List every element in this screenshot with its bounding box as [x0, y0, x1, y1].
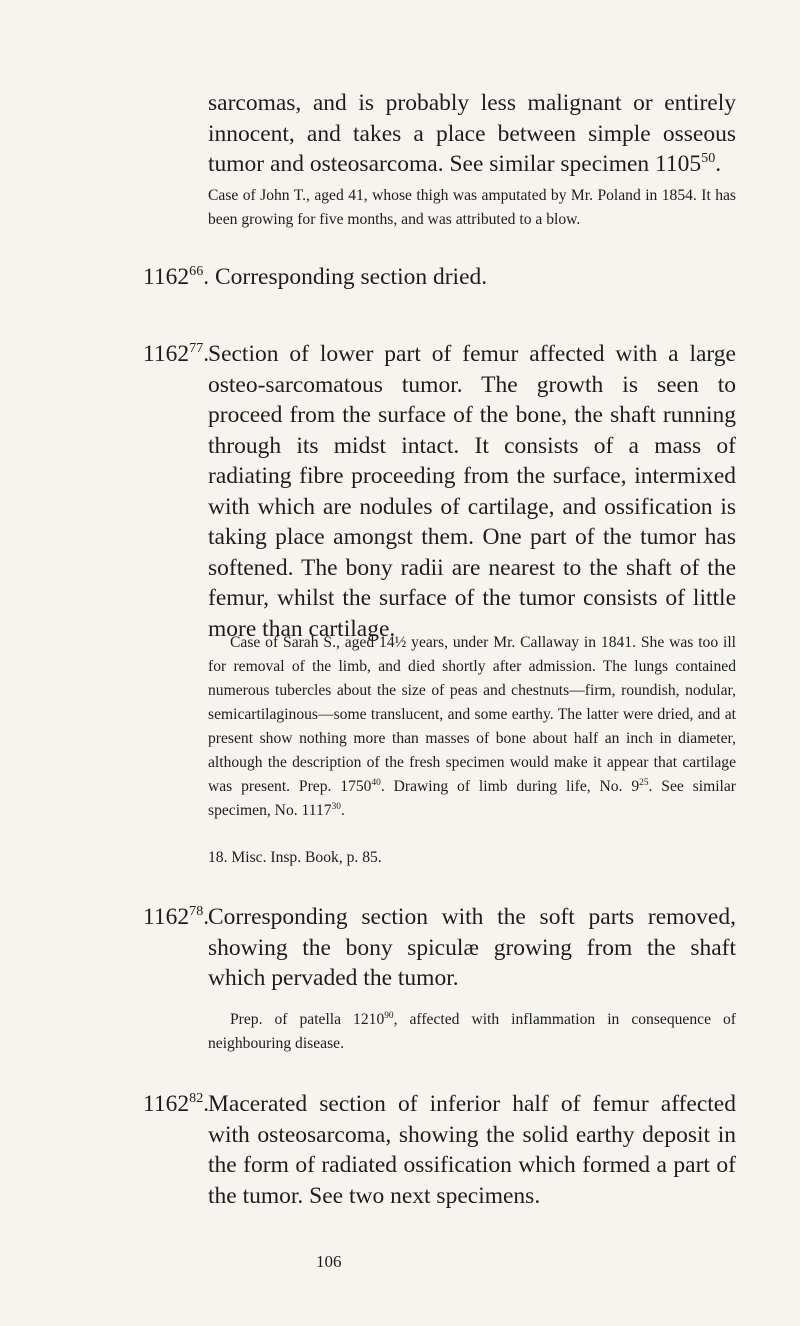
entry-1162-78-prep-note: Prep. of patella 1210$^{90}$, affected with inflammation in consequence of neighbouring disease.: [208, 1010, 736, 1052]
page-number: 106: [316, 1252, 342, 1271]
intro-text-end: .: [715, 151, 722, 177]
entry-1162-77-reference: 18. Misc. Insp. Book, p. 85.: [208, 849, 382, 866]
entry-text: Corresponding section with the soft parts removed, showing the bony spiculæ growing from the shaft which pervaded the tumor.: [208, 904, 736, 991]
entry-number: 1162$^{66}$.: [143, 263, 210, 290]
entry-1162-78-number: 1162$^{78}$.: [143, 903, 210, 930]
entry-1162-77-number: 1162$^{77}$.: [143, 340, 210, 367]
intro-text: sarcomas, and is probably less malignant or entirely innocent, and takes a place between simple osseous tumor and osteosarcoma. See similar specimen 1105: [208, 90, 736, 177]
entry-1162-66: [143, 262, 736, 293]
intro-paragraph: [208, 88, 736, 180]
entry-1162-77-case-note: Case of Sarah S., aged 14½ years, under Mr. Callaway in 1841. She was too ill for removal of the limb, and died shortly after admission. The lungs contained numerous tubercles about the size of peas and chestnuts—firm, roundish, nodular, semicartilaginous—some translucent, and some earthy. The latter were dried, and at present show nothing more than masses of bone about half an inch in diameter, although the description of the fresh specimen would make it appear that cartilage was present. Prep. 1750$^{40}$. Drawing of limb during life, No. $9^{25}$. See similar specimen, No. 1117$^{30}$.: [208, 634, 736, 819]
entry-text: Macerated section of inferior half of femur affected with osteosarcoma, showing the solid earthy deposit in the form of radiated ossification which formed a part of the tumor. See two next specimens.: [208, 1091, 736, 1209]
entry-1162-77: [208, 339, 736, 644]
entry-text: Corresponding section dried.: [214, 264, 488, 290]
intro-case-note: [208, 184, 736, 232]
entry-1162-82-number: 1162$^{82}$.: [143, 1090, 210, 1117]
entry-1162-82: [208, 1089, 736, 1211]
intro-case-text: Case of John T., aged 41, whose thigh was amputated by Mr. Poland in 1854. It has been growing for five months, and was attributed to a blow.: [208, 187, 736, 228]
entry-text: Section of lower part of femur affected with a large osteo-sarcomatous tumor. The growth is seen to proceed from the surface of the bone, the shaft running through its midst intact. It consists of a mass of radiating fibre proceeding from the surface, intermixed with which are nodules of cartilage, and ossification is taking place amongst them. One part of the tumor has softened. The bony radii are nearest to the shaft of the femur, whilst the surface of the tumor consists of little more than cartilage.: [208, 341, 736, 642]
specimen-superscript: 50: [701, 150, 716, 167]
entry-1162-78: [208, 902, 736, 994]
